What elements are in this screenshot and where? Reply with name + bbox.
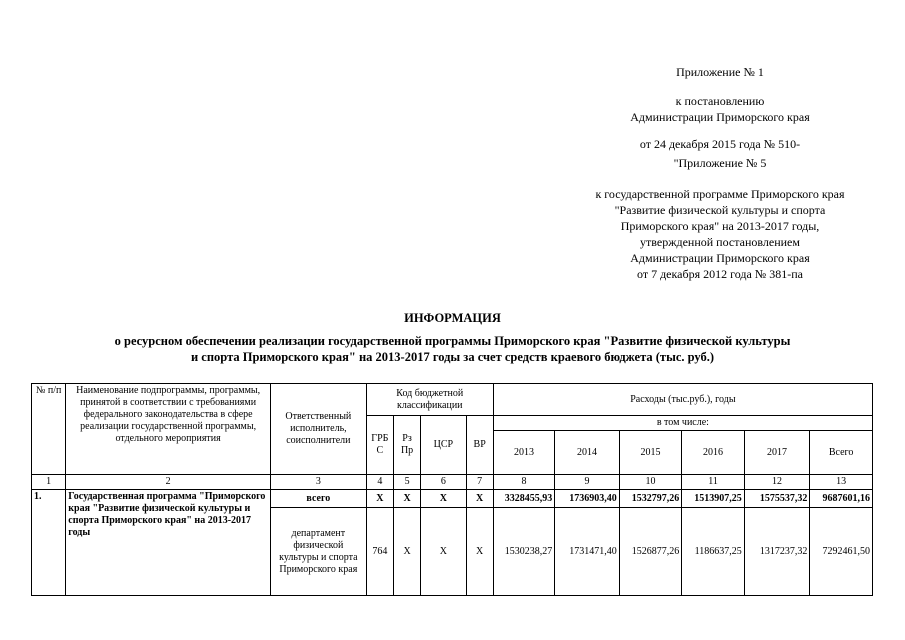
column-number: 12	[744, 475, 810, 490]
subtitle-line: и спорта Приморского края" на 2013-2017 годы за счет средств краевого бюджета (тыс. руб.)	[190, 350, 715, 364]
value-cell: 1186637,25	[682, 508, 745, 596]
subtitle-line: о ресурсном обеспечении реализации государственной программы Приморского края "Развитие физической культуры	[114, 334, 791, 348]
column-number: 11	[682, 475, 745, 490]
value-cell: 3328455,93	[493, 490, 555, 508]
column-number: 10	[619, 475, 682, 490]
column-number: 9	[555, 475, 620, 490]
table-row	[32, 490, 873, 508]
csr-cell: Х	[421, 508, 466, 596]
grbs-cell: 764	[366, 508, 393, 596]
header-num: № п/п	[32, 384, 66, 475]
header-year: 2016	[682, 431, 745, 475]
program-line: "Развитие физической культуры и спорта	[614, 203, 826, 217]
header-grbs: ГРБ С	[366, 416, 393, 475]
header-year: 2013	[493, 431, 555, 475]
program-line: утвержденной постановлением	[640, 235, 800, 249]
column-number: 13	[810, 475, 873, 490]
resolution-line: к постановлению	[675, 94, 765, 108]
header-year: 2015	[619, 431, 682, 475]
column-number: 2	[66, 475, 271, 490]
header-name: Наименование подпрограммы, программы, принятой в соответствии с требованиями федерального законодательства в сфере реализации государственной программы, отдельного мероприятия	[66, 384, 271, 475]
program-line: от 7 декабря 2012 года № 381-па	[636, 267, 804, 281]
value-cell: 7292461,50	[810, 508, 873, 596]
resolution-date: от 24 декабря 2015 года № 510-	[639, 137, 801, 151]
appendix-label: Приложение № 1	[676, 65, 764, 79]
vr-cell: Х	[466, 490, 493, 508]
program-reference	[560, 186, 880, 282]
document-title: ИНФОРМАЦИЯ	[404, 311, 501, 325]
header-code: Код бюджетной классификации	[366, 384, 493, 416]
header-csr: ЦСР	[421, 416, 466, 475]
header-year: 2014	[555, 431, 620, 475]
vr-cell: Х	[466, 508, 493, 596]
resource-table	[31, 383, 873, 596]
value-cell: 1513907,25	[682, 490, 745, 508]
program-line: Приморского края" на 2013-2017 годы,	[620, 219, 820, 233]
header-vr: ВР	[466, 416, 493, 475]
document-subtitle	[40, 333, 865, 365]
table-header-row	[32, 384, 873, 416]
column-number-row	[32, 475, 873, 490]
rzpr-cell: Х	[393, 490, 420, 508]
resolution-reference	[600, 93, 840, 125]
column-number: 1	[32, 475, 66, 490]
program-line: к государственной программе Приморского края	[595, 187, 845, 201]
program-number: 1.	[32, 490, 66, 596]
column-number: 7	[466, 475, 493, 490]
value-cell: 1317237,32	[744, 508, 810, 596]
header-rzpr: Рз Пр	[393, 416, 420, 475]
csr-cell: Х	[421, 490, 466, 508]
value-cell: 1736903,40	[555, 490, 620, 508]
header-executor: Ответственный исполнитель, соисполнители	[270, 384, 366, 475]
program-name: Государственная программа "Приморского края "Развитие физической культуры и спорта Приморского края" на 2013-2017 годы	[66, 490, 271, 596]
value-cell: 1526877,26	[619, 508, 682, 596]
executor-cell: департамент физической культуры и спорта Приморского края	[270, 508, 366, 596]
value-cell: 1575537,32	[744, 490, 810, 508]
executor-cell: всего	[270, 490, 366, 508]
header-year: 2017	[744, 431, 810, 475]
column-number: 6	[421, 475, 466, 490]
header-expenses: Расходы (тыс.руб.), годы	[493, 384, 872, 416]
program-line: Администрации Приморского края	[630, 251, 810, 265]
value-cell: 1731471,40	[555, 508, 620, 596]
appendix5-label: "Приложение № 5	[673, 156, 767, 170]
resolution-line: Администрации Приморского края	[630, 110, 810, 124]
value-cell: 1530238,27	[493, 508, 555, 596]
header-including: в том числе:	[493, 416, 872, 431]
header-total: Всего	[810, 431, 873, 475]
value-cell: 1532797,26	[619, 490, 682, 508]
column-number: 5	[393, 475, 420, 490]
rzpr-cell: Х	[393, 508, 420, 596]
column-number: 8	[493, 475, 555, 490]
grbs-cell: Х	[366, 490, 393, 508]
value-cell: 9687601,16	[810, 490, 873, 508]
column-number: 3	[270, 475, 366, 490]
column-number: 4	[366, 475, 393, 490]
